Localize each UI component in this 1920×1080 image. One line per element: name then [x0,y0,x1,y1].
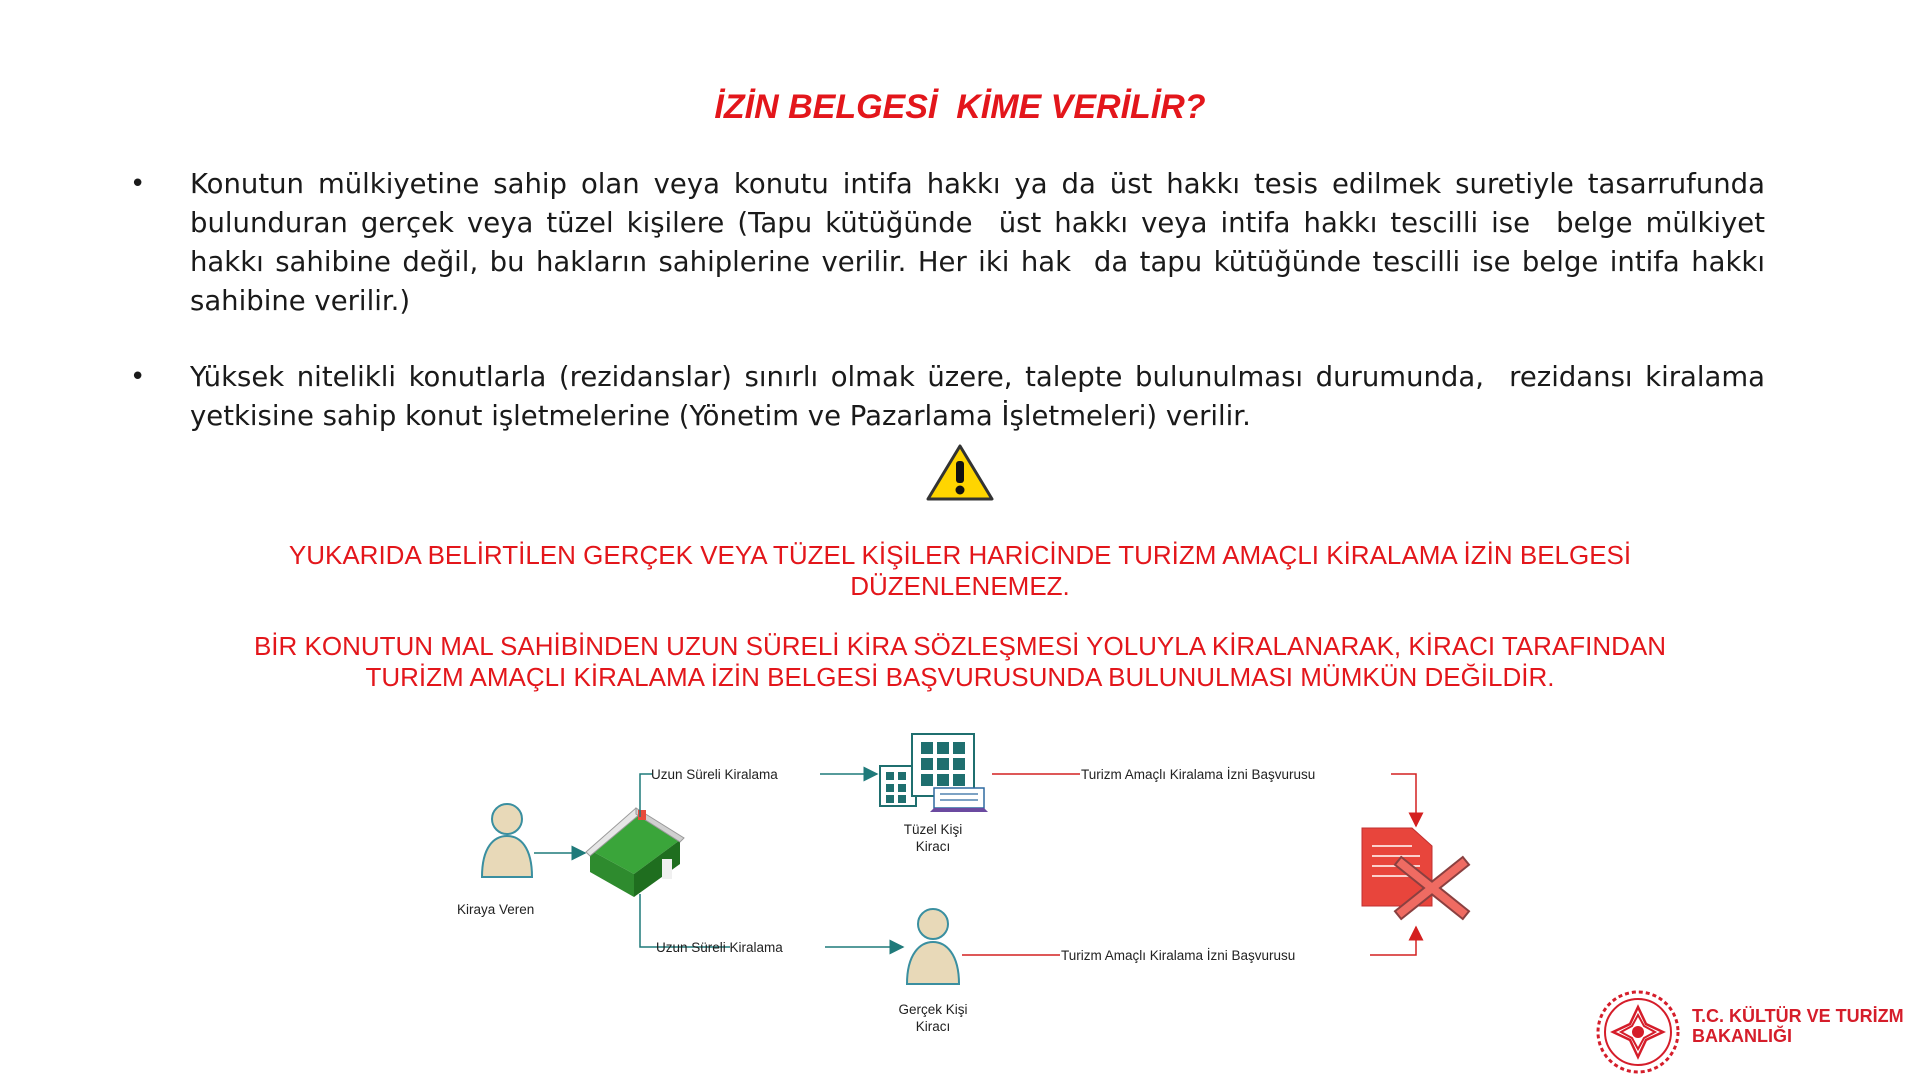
ministry-name [1692,1006,1904,1046]
legal-tenant-label-line1: Tüzel Kişi [903,822,963,837]
landlord-person-icon [482,804,532,877]
notice-2 [0,631,1920,693]
application-top-arrow [1391,774,1416,826]
warning-triangle-icon [925,443,995,503]
long-term-rental-top-label: Uzun Süreli Kiralama [651,767,778,782]
legal-tenant-label-line2: Kiracı [915,839,951,854]
bullet-text: Yüksek nitelikli konutlarla (rezidanslar) sınırlı olmak üzere, talepte bulunulması durumunda, rezidansı kiralama yetkisine sahip konut işletmelerine (Yönetim ve Pazarlama İşletmeleri) verilir. [190,361,1774,432]
bullet-list [130,165,1774,473]
notice-1-line2: DÜZENLENEMEZ. [850,571,1070,601]
rejected-document-icon [1362,828,1462,912]
application-top-label: Turizm Amaçlı Kiralama İzni Başvurusu [1081,767,1316,782]
bullet-item [130,358,1774,436]
long-term-rental-bottom-label: Uzun Süreli Kiralama [656,940,783,955]
notice-1 [0,540,1920,602]
bullet-marker: • [130,362,146,392]
notice-2-line2: TURİZM AMAÇLI KİRALAMA İZİN BELGESİ BAŞVURUSUNDA BULUNULMASI MÜMKÜN DEĞİLDİR. [365,662,1555,692]
real-tenant-person-icon [907,909,959,984]
notice-2-line1: BİR KONUTUN MAL SAHİBİNDEN UZUN SÜRELİ KİRA SÖZLEŞMESİ YOLUYLA KİRALANARAK, KİRACI TARAFINDAN [253,631,1667,661]
ministry-name-line2: BAKANLIĞI [1692,1026,1792,1046]
notice-1-line1: YUKARIDA BELİRTİLEN GERÇEK VEYA TÜZEL KİŞİLER HARİCİNDE TURİZM AMAÇLI KİRALAMA İZİN BELGESİ [288,540,1632,570]
application-bottom-label: Turizm Amaçlı Kiralama İzni Başvurusu [1061,948,1296,963]
application-bottom-arrow [1370,927,1416,955]
rental-flow-diagram [440,722,1500,1052]
bullet-item [130,165,1774,321]
bullet-marker: • [130,169,146,199]
bullet-text: Konutun mülkiyetine sahip olan veya konutu intifa hakkı ya da üst hakkı tesis edilmek suretiyle tasarrufunda bulunduran gerçek veya tüzel kişilere (Tapu kütüğünde üst hakkı veya intifa hakkı tescilli ise belge mülkiyet hakkı sahibine değil, bu hakların sahiplerine verilir. Her iki hak da tapu kütüğünde tescilli ise belge intifa hakkı sahibine verilir.) [190,168,1774,317]
real-tenant-label-line2: Kiracı [915,1019,951,1034]
company-building-icon [880,734,988,812]
real-tenant-label-line1: Gerçek Kişi [898,1002,968,1017]
landlord-label: Kiraya Veren [457,902,535,917]
house-icon [586,808,684,897]
page-title: İZİN BELGESİ KİME VERİLİR? [714,88,1206,126]
ministry-name-line1: T.C. KÜLTÜR VE TURİZM [1692,1006,1904,1026]
ministry-emblem-icon [1598,992,1678,1072]
